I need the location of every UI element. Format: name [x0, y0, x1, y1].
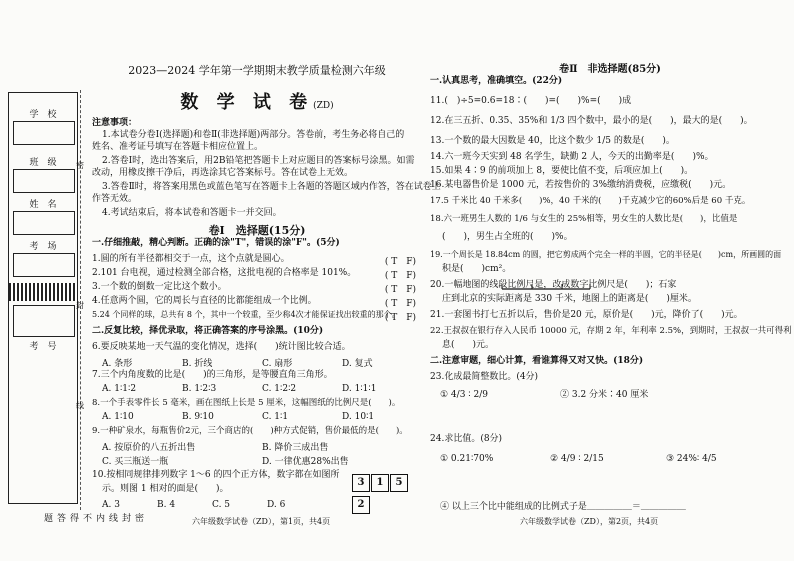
option[interactable]: C. 1∶1: [262, 412, 289, 422]
notice-line: 2.答卷Ⅰ时，选出答案后，用2B铅笔把答题卡上对应题目的答案标号涂黑。如需: [102, 156, 415, 166]
choice-options: [102, 384, 422, 394]
choice-options: [102, 356, 422, 369]
seal-label: 密封线内不得答题: [42, 513, 143, 522]
calc-item: ② 4/9 ∶ 2/15: [550, 454, 604, 464]
judge-question: 2.101 台电视，通过检测全部合格，这批电视的合格率是 101%。: [92, 268, 357, 278]
section-heading: 二.反复比较，择优录取，将正确答案的序号涂黑。(10分): [92, 326, 324, 336]
calc-item: ① 0.21∶70%: [440, 454, 494, 464]
scale-bar: [500, 280, 592, 292]
option[interactable]: A. 按原价的八五折出售: [102, 443, 196, 453]
option[interactable]: C. 1∶2∶2: [262, 384, 297, 394]
dice-figure: [352, 470, 412, 510]
choice-question: 7.三个内角度数的比是( )的三角形，是等腰直角三角形。: [92, 370, 333, 380]
judge-question: 1.圆的所有半径都相交于一点，这个点就是圆心。: [92, 254, 290, 264]
calc-item: ④ 以上三个比中能组成的比例式子是＿＿＿＿＿＝＿＿＿＿＿: [440, 502, 686, 512]
option[interactable]: D. 10∶1: [342, 412, 375, 422]
choice-options: [102, 440, 412, 453]
page-footer: 六年级数学试卷（ZD），第2页，共4页: [520, 517, 659, 526]
section-heading: 一.仔细推敲，精心判断。正确的涂"T"，错误的涂"F"。(5分): [92, 238, 340, 248]
option[interactable]: C. 扇形: [262, 359, 293, 369]
field-name: 姓 名: [29, 200, 57, 210]
subject-title: 数 学 试 卷(ZD): [180, 92, 334, 113]
die-face: 2: [352, 496, 370, 514]
seal-mark: 密: [76, 161, 84, 170]
choice-question: 6.要反映某地一天气温的变化情况，选择( )统计图比较合适。: [92, 342, 351, 352]
field-school: 学 校: [29, 110, 57, 120]
notice-line: 4.考试结束后，将本试卷和答题卡一并交回。: [102, 208, 282, 218]
option[interactable]: D. 复式: [342, 359, 373, 369]
option[interactable]: B. 降价三成出售: [262, 443, 329, 453]
fill-question: 13.一个数的最大因数是 40，比这个数少 1/5 的数是( )。: [430, 136, 675, 146]
section-heading: 一.认真思考，准确填空。(22分): [430, 76, 563, 86]
option[interactable]: B. 9∶10: [182, 412, 214, 422]
choice-question: 9.一种矿泉水，每瓶售价2元，三个商店的( )种方式促销，售价最低的是( )。: [92, 426, 408, 436]
option[interactable]: B. 1∶2∶3: [182, 384, 217, 394]
school-box: [13, 121, 75, 145]
option[interactable]: D. 6: [267, 500, 286, 510]
option[interactable]: C. 5: [212, 500, 231, 510]
die-face: 1: [371, 474, 389, 492]
fill-question: 14.六一班今天实到 48 名学生，缺勤 2 人，今天的出勤率是( )%。: [430, 152, 714, 162]
fill-question: 18.六一班男生人数的 1/6 与女生的 25%相等，男女生的人数比是( )，比值是: [430, 214, 738, 224]
option[interactable]: B. 4: [157, 500, 176, 510]
option[interactable]: D. 一律优惠28%出售: [262, 457, 349, 467]
calc-question: 24.求比值。(8分): [430, 434, 503, 444]
tf-option[interactable]: ( T F): [384, 257, 416, 267]
option[interactable]: A. 1∶1∶2: [102, 384, 137, 394]
field-number: 考 号: [29, 342, 57, 352]
notice-line: 3.答卷Ⅱ时，将答案用黑色或蓝色笔写在答题卡上各题的答题区域内作答，答在试卷上: [102, 182, 441, 192]
judge-question: 5.24 个同样的球，总共有 8 个，其中一个较重，至少称4次才能保证找出较重的那个。: [92, 310, 400, 319]
fill-question: 15.如果 4∶9 的前项加上 8，要使比值不变，后项应加上( )。: [430, 166, 694, 176]
fill-question: 21.一套图书打七五折以后，售价是20 元，原价是( )元，降价了( )元。: [430, 310, 743, 320]
choice-question: 8.一个手表零件长 5 毫米，画在图纸上长是 5 厘米，这幅图纸的比例尺是( )。: [92, 398, 401, 408]
tf-option[interactable]: ( T F): [384, 313, 416, 323]
fill-question: 20.一幅地图的线段比例尺是，改成数字比例尺是( )；石家: [430, 280, 677, 290]
fill-question: 22.王叔叔在银行存入人民币 10000 元，存期 2 年，年利率 2.5%，到期时，王叔叔一共可得利: [430, 326, 792, 336]
option[interactable]: A. 3: [102, 500, 120, 510]
calc-item: ③ 24%∶ 4/5: [666, 454, 717, 464]
field-room: 考 场: [29, 242, 57, 252]
calc-question: 23.化成最简整数比。(4分): [430, 372, 539, 382]
tf-option[interactable]: ( T F): [384, 299, 416, 309]
judge-question: 4.任意两个圆，它的周长与直径的比都能组成一个比例。: [92, 296, 317, 306]
fill-question: 12.在三五折、0.35、35%和 1/3 四个数中，最小的是( )，最大的是( )。: [430, 116, 753, 126]
option[interactable]: D. 1∶1∶1: [342, 384, 377, 394]
seal-mark: 线: [76, 401, 84, 410]
fill-question: 积是( )cm²。: [442, 264, 512, 274]
fill-question: 11.( )÷5=0.6=18∶( )=( )%=( )成: [430, 96, 632, 106]
option[interactable]: B. 折线: [182, 359, 213, 369]
choice-options: [102, 412, 422, 422]
choice-question: 示。则图 1 相对的面是( )。: [102, 484, 229, 494]
fill-question: 息( )元。: [442, 340, 495, 350]
fill-question: ( )，男生占全班的( )%。: [442, 232, 573, 242]
section-heading: 二.注意审题，细心计算，看谁算得又对又快。(18分): [430, 356, 644, 366]
option[interactable]: C. 买三瓶送一瓶: [102, 457, 169, 467]
option[interactable]: A. 条形: [102, 359, 133, 369]
tf-option[interactable]: ( T F): [384, 285, 416, 295]
notice-line: 改动，用橡皮擦干净后，再选涂其它答案标号。答在试卷上无效。: [92, 168, 354, 178]
page-footer: 六年级数学试卷（ZD），第1页，共4页: [192, 517, 331, 526]
choice-options: [102, 500, 322, 510]
seal-mark: 封: [76, 301, 84, 310]
fill-question: 17.5 千米比 40 千米多( )%，40 千米的( )千克减少它的60%后是 60 千克。: [430, 196, 751, 206]
fill-question: 19.一个周长是 18.84cm 的圆，把它剪成两个完全一样的半圆，它的半径是( )cm，所画圆的面: [430, 250, 782, 259]
part1-title: 卷Ⅰ 选择题(15分): [208, 224, 306, 237]
name-box: [13, 211, 75, 235]
notice-heading: 注意事项：: [92, 118, 138, 128]
choice-options: [102, 454, 412, 467]
calc-item: ① 4/3 ∶ 2/9: [440, 390, 488, 400]
exam-title: 2023—2024 学年第一学期期末教学质量检测六年级: [128, 64, 386, 77]
room-box: [13, 253, 75, 277]
tf-option[interactable]: ( T F): [384, 271, 416, 281]
calc-item: ② 3.2 分米∶40 厘米: [560, 390, 649, 400]
choice-question: 10.按相同规律排列数字 1～6 的四个正方体，数字都在如图所: [92, 470, 340, 480]
die-face: 3: [352, 474, 370, 492]
notice-line: 1.本试卷分卷Ⅰ(选择题)和卷Ⅱ(非选择题)两部分。答卷前，考生务必将自己的: [102, 130, 405, 140]
notice-line: 作答无效。: [92, 194, 138, 204]
fill-question: 16.某电器售价是 1000 元，若按售价的 3%缴纳消费税，应缴税( )元。: [430, 180, 732, 190]
fill-question: 庄到北京的实际距离是 330 千米，地图上的距离是( )厘米。: [442, 294, 697, 304]
part2-title: 卷Ⅱ 非选择题(85分): [559, 64, 661, 75]
judge-question: 3.一个数的倒数一定比这个数小。: [92, 282, 227, 292]
option[interactable]: A. 1∶10: [102, 412, 134, 422]
die-face: 5: [390, 474, 408, 492]
field-class: 班 级: [29, 158, 57, 168]
barcode-hatch: [9, 283, 77, 301]
class-box: [13, 169, 75, 193]
notice-line: 姓名、准考证号填写在答题卡相应位置上。: [92, 142, 264, 152]
number-box: [13, 305, 75, 337]
